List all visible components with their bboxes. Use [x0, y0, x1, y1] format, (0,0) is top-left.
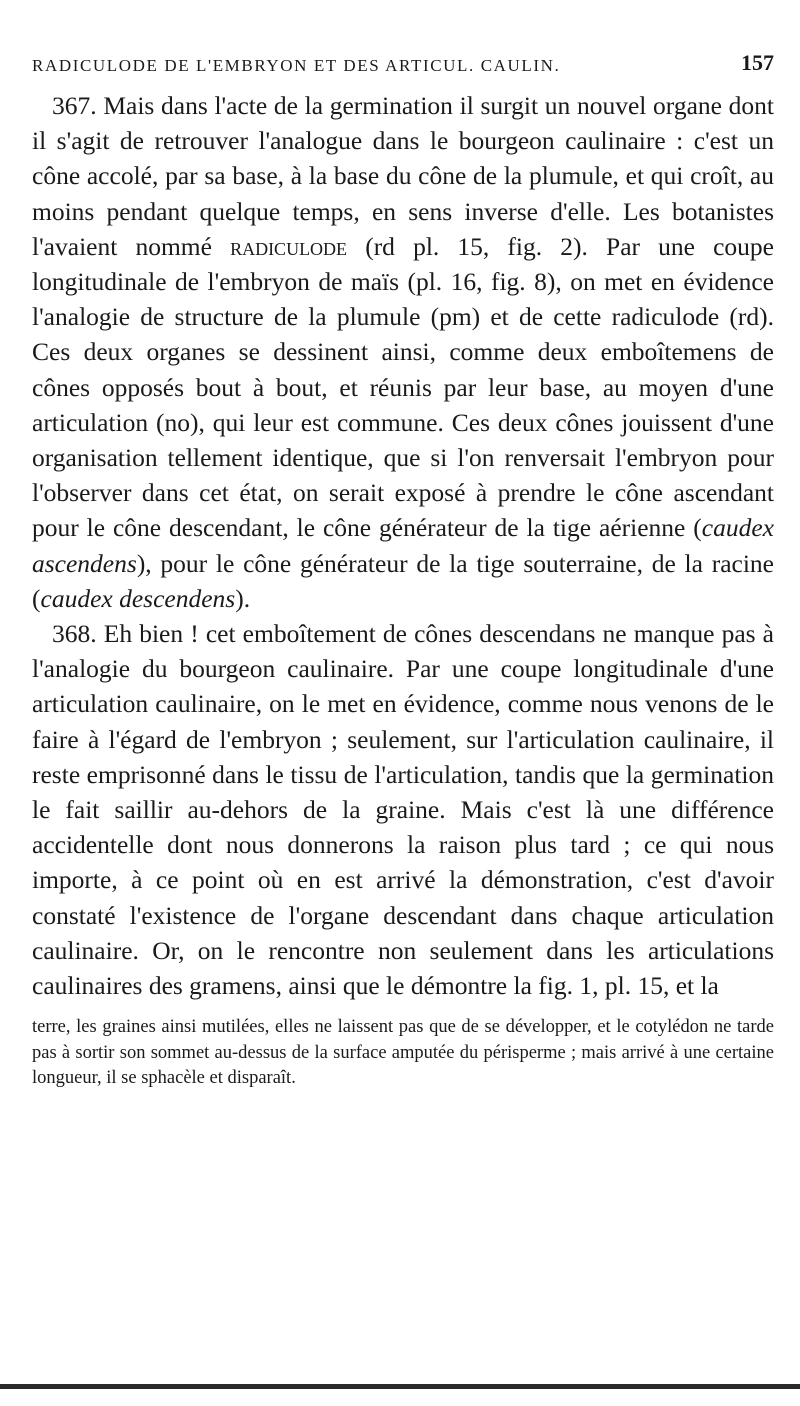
latin-term: caudex descendens	[40, 583, 236, 613]
main-text	[32, 88, 774, 1003]
running-title: RADICULODE DE L'EMBRYON ET DES ARTICUL. CAULIN.	[32, 56, 561, 75]
page-edge-rule	[0, 1384, 800, 1389]
running-header	[32, 50, 774, 76]
paragraph-text: Mais dans l'acte de la germination il surgit un nouvel organe dont il s'agit de retrouver l'analogue dans le bourgeon caulinaire : c'est un cône accolé, par sa base, à la base du cône de la plumule, et qui croît, au moins pendant quelque temps, en sens inverse d'elle. Les botanistes l'avaient nommé	[32, 91, 775, 261]
paragraph-text: Eh bien ! cet emboîtement de cônes descendans ne manque pas à l'analogie du bourgeon caulinaire. Par une coupe longitudinale d'une articulation caulinaire, on le met en évidence, comme nous venons de le faire à l'égard de l'embryon ; seulement, sur l'articulation caulinaire, il reste emprisonné dans le tissu de l'articulation, tandis que la germination le fait saillir au-dehors de la graine. Mais c'est là une différence accidentelle dont nous donnerons la raison plus tard ; ce qui nous importe, à ce point où en est arrivé la démonstration, c'est d'avoir constaté l'existence de l'organe descendant dans chaque articulation caulinaire. Or, on le rencontre non seulement dans les articulations caulinaires des gramens, ainsi que le démontre la fig. 1, pl. 15, et la	[32, 619, 774, 1001]
paragraph-text: ).	[235, 583, 251, 613]
footnote-text: terre, les graines ainsi mutilées, elles ne laissent pas que de se développer, et le cotylédon ne tarde pas à sortir son sommet au-dessus de la surface amputée du périsperme ; mais arrivé à une certaine longueur, il se sphacèle et disparaît.	[32, 1017, 774, 1088]
paragraph-368	[32, 616, 774, 1003]
term-radiculode: radiculode	[230, 231, 348, 261]
paragraph-text: (rd pl. 15, fig. 2). Par une coupe longitudinale de l'embryon de maïs (pl. 16, fig. 8), on met en évidence l'analogie de structure de la plumule (pm) et de cette radiculode (rd). Ces deux organes se dessinent ainsi, comme deux emboîtemens de cônes opposés bout à bout, et réunis par leur base, au moyen d'une articulation (no), qui leur est commune. Ces deux cônes jouissent d'une organisation tellement identique, que si l'on renversait l'embryon pour l'observer dans cet état, on serait exposé à prendre le cône ascendant pour le cône descendant, le cône générateur de la tige aérienne (	[32, 231, 774, 543]
paragraph-text: ), pour le cône générateur de la tige souterraine, de la racine (	[32, 548, 774, 613]
footnote	[32, 1015, 774, 1092]
paragraph-367	[32, 88, 774, 616]
page-number: 157	[741, 50, 774, 75]
paragraph-number: 368.	[52, 619, 97, 649]
paragraph-number: 367.	[52, 91, 97, 120]
latin-term: caudex ascendens	[32, 513, 774, 578]
